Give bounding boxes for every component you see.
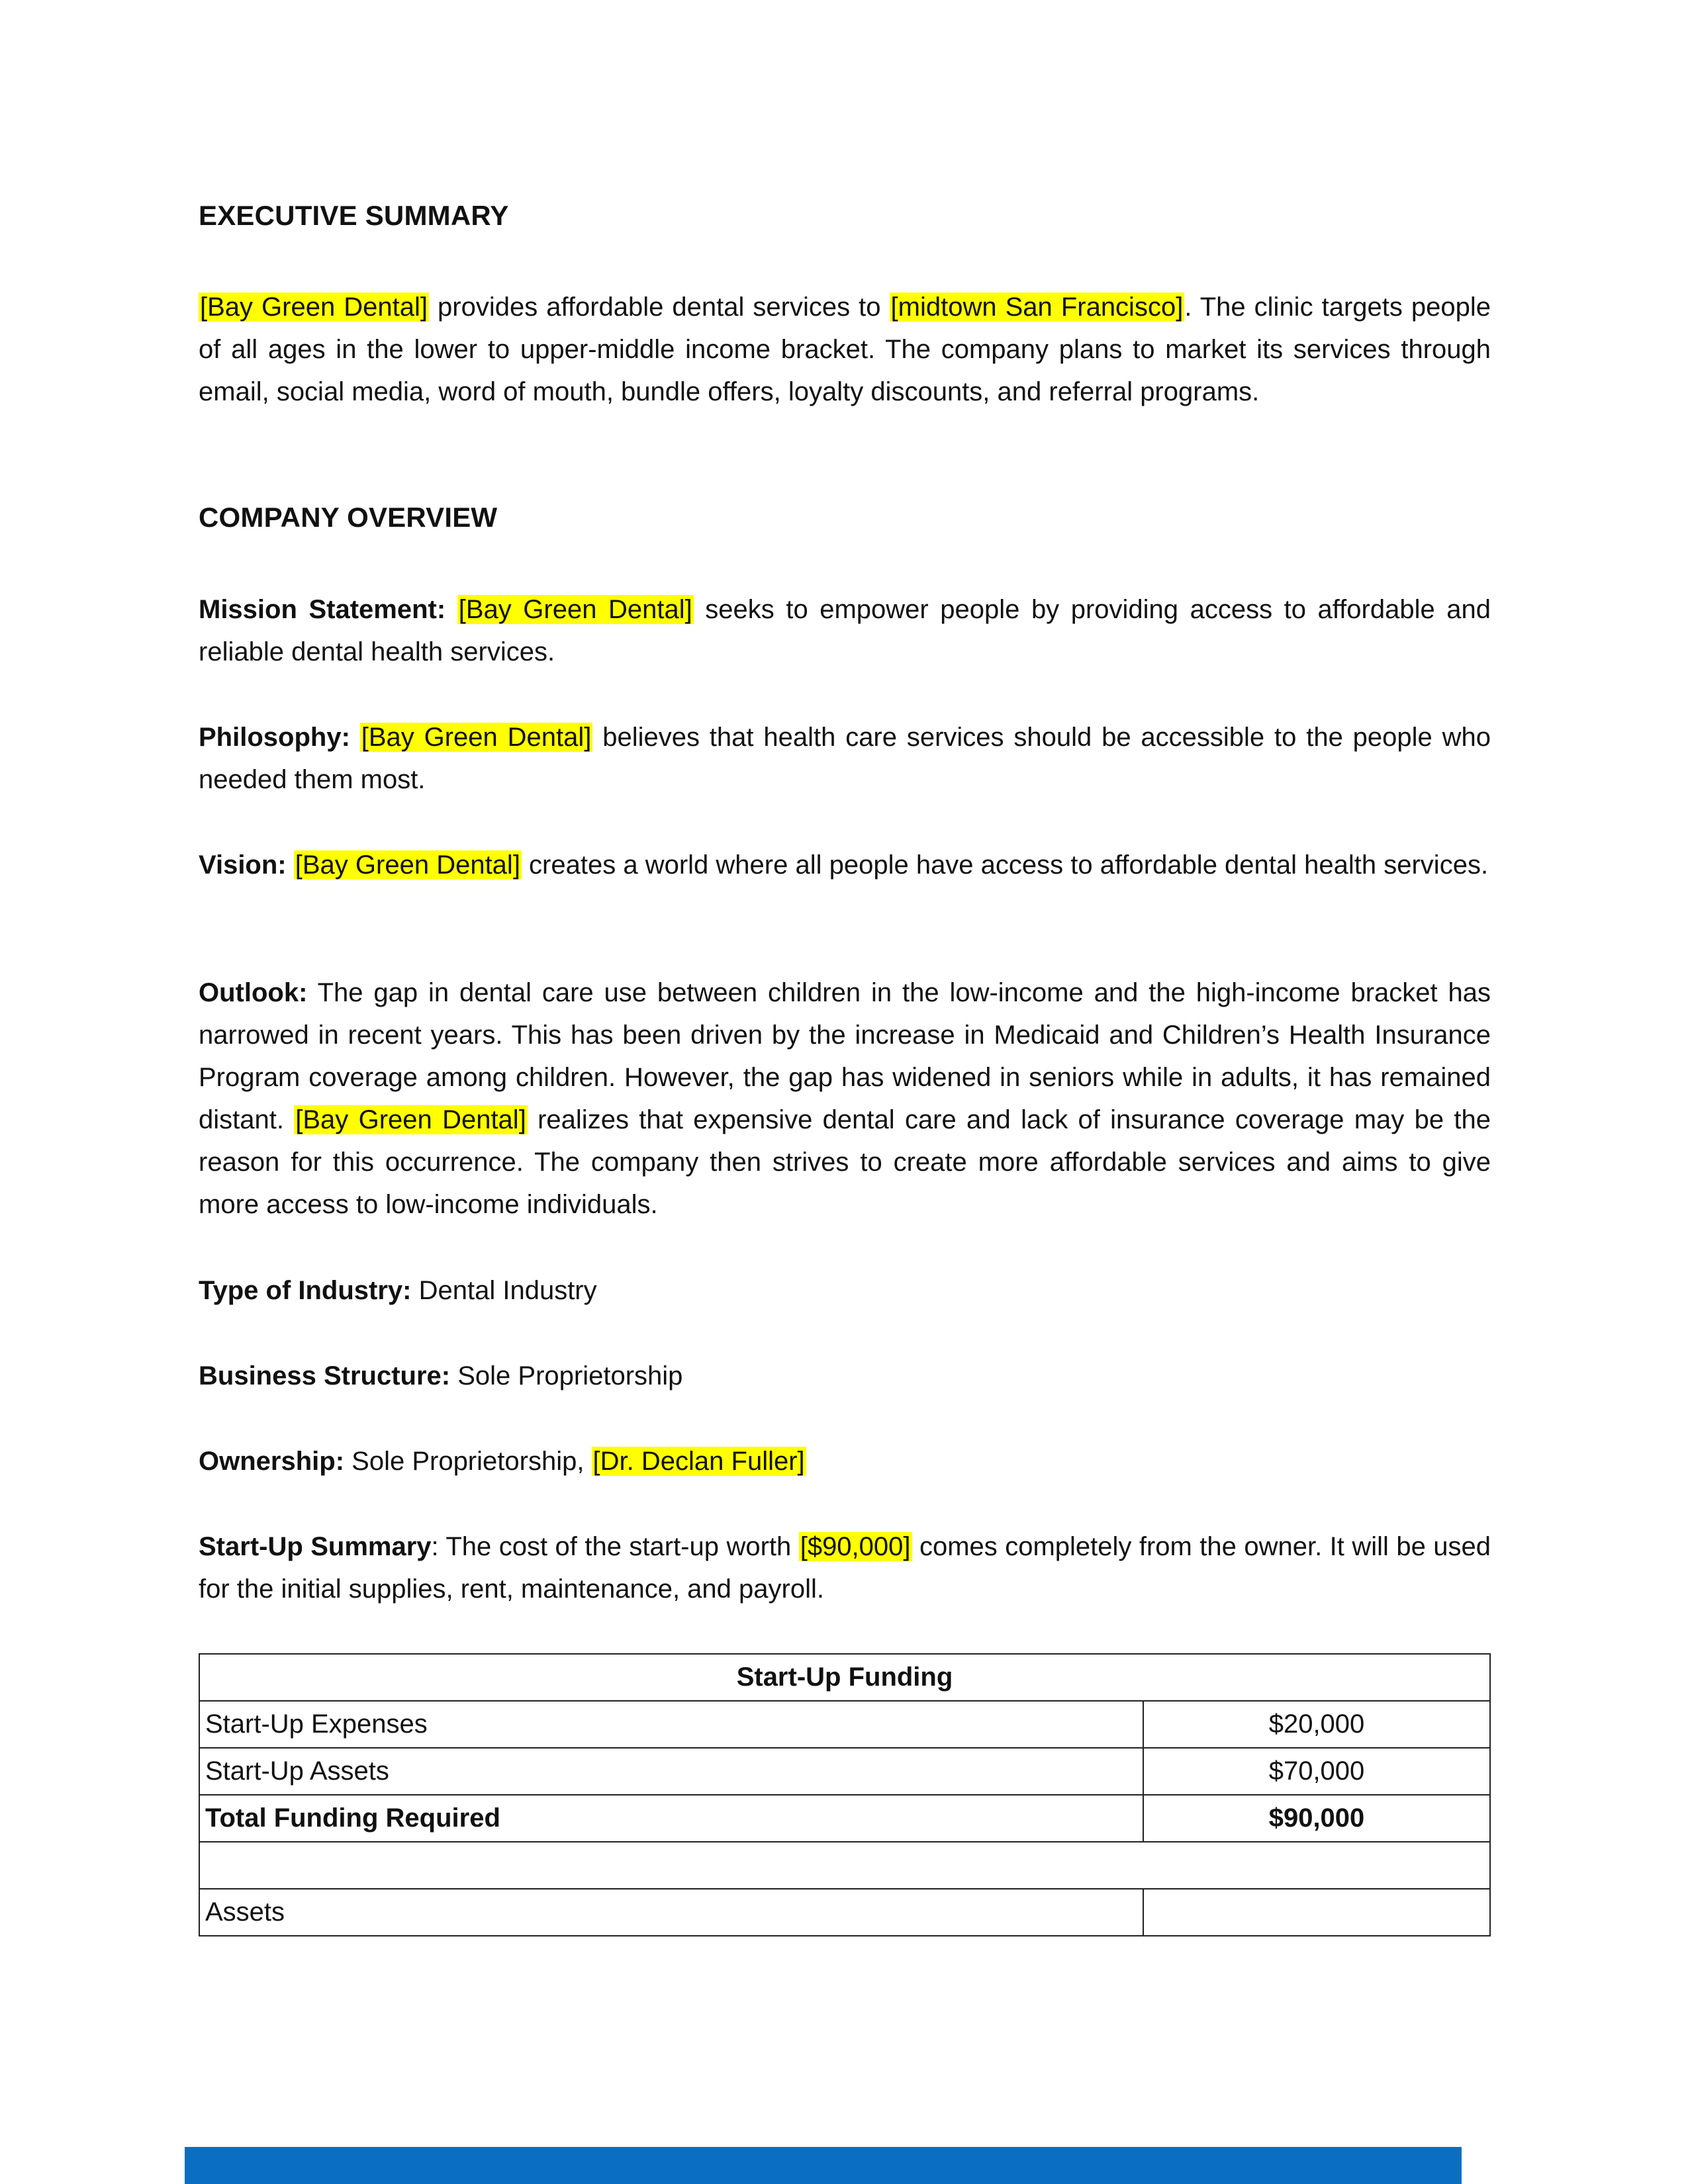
table-row bbox=[199, 1889, 1490, 1936]
startup-funding-table bbox=[199, 1653, 1491, 1936]
mission-label: Mission Statement: bbox=[199, 595, 446, 624]
company-overview-heading: COMPANY OVERVIEW bbox=[199, 502, 498, 533]
text-run: seeks to empower people by providing access to affordable and reliable dental health services. bbox=[199, 595, 1491, 666]
business-structure-line bbox=[199, 1355, 1491, 1397]
business-structure-value: Sole Proprietorship bbox=[450, 1361, 683, 1390]
table-title: Start-Up Funding bbox=[199, 1654, 1490, 1701]
industry-value: Dental Industry bbox=[411, 1276, 597, 1305]
company-name-placeholder[interactable]: [Bay Green Dental] bbox=[200, 293, 428, 322]
row-value bbox=[1143, 1889, 1490, 1936]
row-label: Total Funding Required bbox=[199, 1795, 1143, 1842]
table-row bbox=[199, 1748, 1490, 1795]
text-run: creates a world where all people have access to affordable dental health services. bbox=[521, 850, 1489, 880]
text-run: . The clinic targets people of all ages in the lower to upper-middle income bracket. The company plans to market its services through email, social media, word of mouth, bundle offers, loyalty discounts, and referral programs. bbox=[199, 293, 1491, 406]
company-name-placeholder[interactable]: [Bay Green Dental] bbox=[361, 723, 592, 752]
ownership-line bbox=[199, 1440, 1491, 1482]
owner-name-placeholder[interactable]: [Dr. Declan Fuller] bbox=[592, 1447, 805, 1476]
row-label: Assets bbox=[199, 1889, 1143, 1936]
outlook-paragraph bbox=[199, 972, 1491, 1226]
industry-line bbox=[199, 1269, 1491, 1312]
empty-cell bbox=[199, 1842, 1490, 1889]
vision-paragraph bbox=[199, 844, 1491, 886]
startup-summary-label: Start-Up Summary bbox=[199, 1532, 432, 1561]
location-placeholder[interactable]: [midtown San Francisco] bbox=[890, 293, 1184, 322]
table-title-row bbox=[199, 1654, 1490, 1701]
company-name-placeholder[interactable]: [Bay Green Dental] bbox=[295, 1105, 526, 1134]
vision-label: Vision: bbox=[199, 850, 287, 880]
table-row-total bbox=[199, 1795, 1490, 1842]
mission-statement-paragraph bbox=[199, 588, 1491, 673]
philosophy-label: Philosophy: bbox=[199, 723, 350, 752]
row-value: $90,000 bbox=[1143, 1795, 1490, 1842]
company-name-placeholder[interactable]: [Bay Green Dental] bbox=[295, 850, 520, 880]
philosophy-paragraph bbox=[199, 716, 1491, 801]
text-run: provides affordable dental services to bbox=[429, 293, 890, 322]
footer-bar bbox=[185, 2147, 1462, 2184]
table-row-empty bbox=[199, 1842, 1490, 1889]
text-run: believes that health care services should be accessible to the people who needed them most. bbox=[199, 723, 1491, 794]
outlook-label: Outlook: bbox=[199, 978, 308, 1007]
startup-summary-paragraph bbox=[199, 1525, 1491, 1610]
text-run: : The cost of the start-up worth bbox=[431, 1532, 799, 1561]
text-run: realizes that expensive dental care and lack of insurance coverage may be the reason for this occurrence. The company then strives to create more affordable services and aims to give more access to low-income individuals. bbox=[199, 1105, 1491, 1219]
industry-label: Type of Industry: bbox=[199, 1276, 412, 1305]
ownership-label: Ownership: bbox=[199, 1447, 345, 1476]
table-row bbox=[199, 1701, 1490, 1748]
row-label: Start-Up Expenses bbox=[199, 1701, 1143, 1748]
row-value: $20,000 bbox=[1143, 1701, 1490, 1748]
text-run: The gap in dental care use between children in the low-income and the high-income bracket has narrowed in recent years. This has been driven by the increase in Medicaid and Children’s Health Insurance Program coverage among children. However, the gap has widened in seniors while in adults, it has remained distant. bbox=[199, 978, 1491, 1134]
row-value: $70,000 bbox=[1143, 1748, 1490, 1795]
row-label: Start-Up Assets bbox=[199, 1748, 1143, 1795]
business-structure-label: Business Structure: bbox=[199, 1361, 451, 1390]
text-run: comes completely from the owner. It will be used for the initial supplies, rent, maintenance, and payroll. bbox=[199, 1532, 1491, 1604]
amount-placeholder[interactable]: [$90,000] bbox=[800, 1532, 911, 1561]
ownership-value: Sole Proprietorship, bbox=[344, 1447, 592, 1476]
executive-summary-heading: EXECUTIVE SUMMARY bbox=[199, 200, 509, 231]
company-name-placeholder[interactable]: [Bay Green Dental] bbox=[458, 595, 692, 624]
executive-summary-paragraph bbox=[199, 286, 1491, 413]
